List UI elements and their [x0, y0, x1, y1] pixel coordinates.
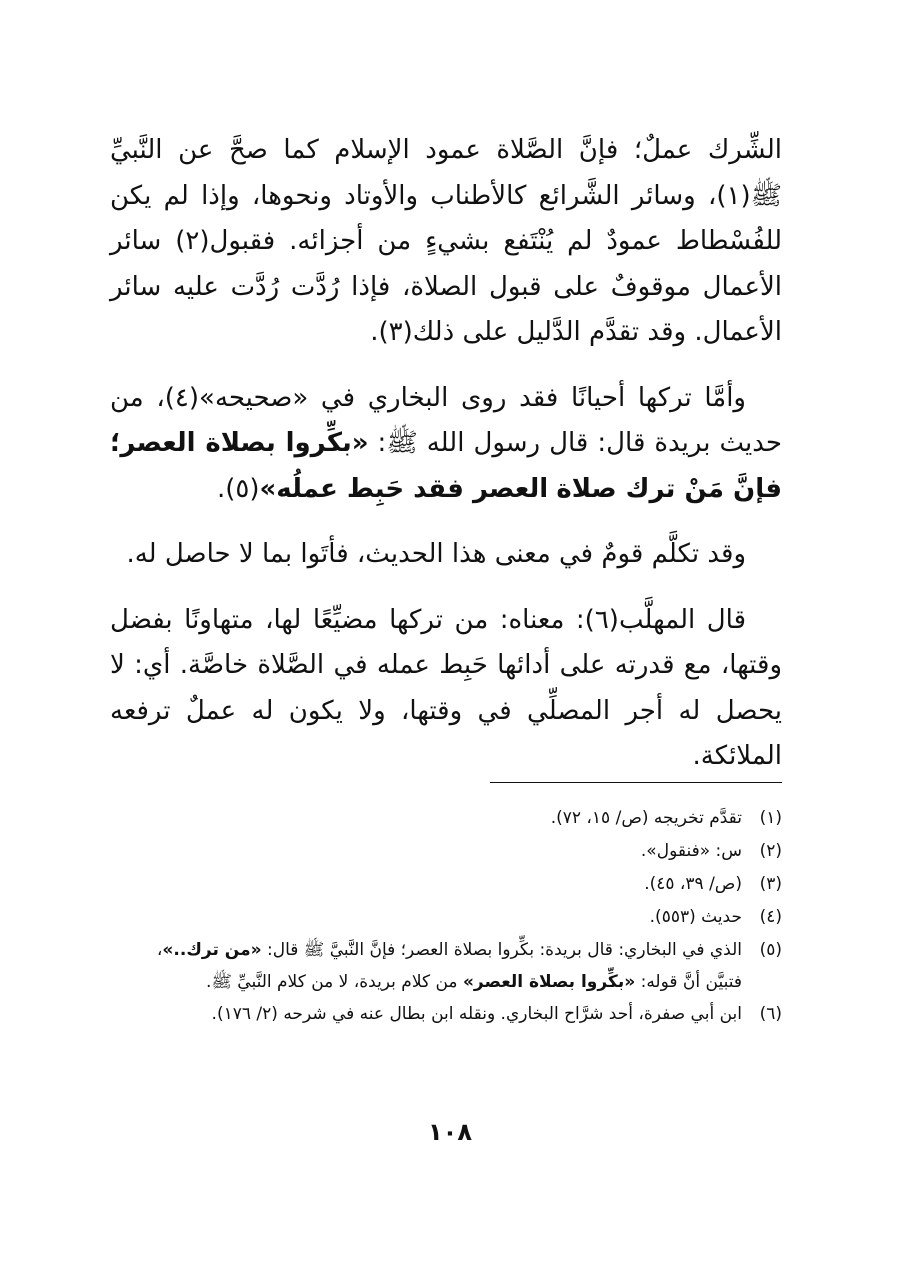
footnote-2 — [110, 835, 782, 868]
footnote-number: (٣) — [759, 874, 782, 894]
text-line: قال المهلَّب(٦): معناه: من تركها مضيِّعًا لها، متهاونًا بفضل وقتها، — [110, 604, 783, 680]
text-line: بريدة قال: قال رسول الله ﷺ: — [368, 428, 711, 458]
text-line: عمودٌ لم يُنْتَفع بشيءٍ من أجزائه. فقبول(٢) سائر الأعمال موقوفٌ على — [110, 226, 783, 302]
text-line: أجر المصلِّي في وقتها، ولا يكون له عملٌ ترفعه الملائكة. — [110, 695, 782, 771]
text-line: وقد تكلَّم قومٌ في معنى هذا الحديث، فأتَوا بما لا حاصل له. — [126, 539, 746, 569]
footnote-text: تقدَّم تخريجه (ص/ ١٥، ٧٢). — [550, 808, 742, 828]
footnote-text: ابن أبي صفرة، أحد شرَّاح البخاري. ونقله ابن بطال عنه في شرحه (٢/ ١٧٦). — [211, 1004, 742, 1024]
footnote-text: (ص/ ٣٩، ٤٥). — [644, 874, 742, 894]
footnote-number: (٦) — [759, 1004, 782, 1024]
text-line: قبول الصلاة، فإذا رُدَّت رُدَّت عليه سائر الأعمال. وقد تقدَّم الدَّليل على — [110, 271, 782, 347]
footnotes — [110, 802, 782, 1031]
footnote-number: (٤) — [759, 907, 782, 927]
footnote-text: من كلام بريدة، لا من كلام النَّبيِّ ﷺ. — [205, 972, 463, 992]
paragraph-4 — [110, 598, 782, 780]
footnote-5 — [110, 934, 782, 998]
paragraph-3 — [110, 532, 782, 578]
text-line: ذلك(٣). — [370, 317, 455, 347]
footnote-divider — [490, 782, 782, 783]
footnote-punct: ، — [156, 940, 163, 960]
page-number: ١٠٨ — [428, 1118, 472, 1146]
footnote-6 — [110, 998, 782, 1031]
footnote-ref: (٥). — [216, 473, 260, 504]
footnote-number: (١) — [759, 808, 782, 828]
footnote-number: (٥) — [759, 940, 782, 960]
footnote-4 — [110, 901, 782, 934]
paragraph-2 — [110, 376, 782, 513]
footnote-quote: «بكِّروا بصلاة العصر» — [462, 972, 636, 992]
footnote-text: حديث (٥٥٣). — [649, 907, 742, 927]
footnote-continuation — [110, 967, 742, 998]
text-line: وأمَّا تركها أحيانًا فقد روى البخاري في «صحيحه»(٤)، من حديث — [110, 382, 782, 458]
main-text — [110, 128, 782, 800]
footnote-1 — [110, 802, 782, 835]
footnote-text: الذي في البخاري: قال بريدة: بكِّروا بصلاة العصر؛ فإنَّ النَّبيَّ ﷺ قال: — [261, 940, 742, 960]
footnote-number: (٢) — [759, 841, 782, 861]
footnote-text: فتبيَّن أنَّ قوله: — [635, 972, 742, 992]
text-line: الشِّرك عملٌ؛ فإنَّ الصَّلاة عمود الإسلام كما صحَّ عن النَّبيِّ ﷺ(١)، — [110, 135, 783, 211]
footnote-3 — [110, 868, 782, 901]
hadith-quote: «بكِّروا بصلاة العصر؛ فإنَّ مَنْ ترك صلاة — [110, 428, 782, 504]
footnote-text: س: «فنقول». — [640, 841, 742, 861]
footnote-quote: «من ترك..» — [162, 940, 262, 960]
text-line: وسائر الشَّرائع كالأطناب والأوتاد ونحوها، وإذا لم يكن للفُسْطاط — [110, 180, 783, 256]
hadith-quote-end: العصر فقد حَبِط عملُه» — [259, 473, 549, 504]
text-line: مع قدرته على أدائها حَبِط عمله في الصَّلاة خاصَّة. أي: لا يحصل له — [110, 650, 782, 726]
paragraph-1 — [110, 128, 782, 356]
